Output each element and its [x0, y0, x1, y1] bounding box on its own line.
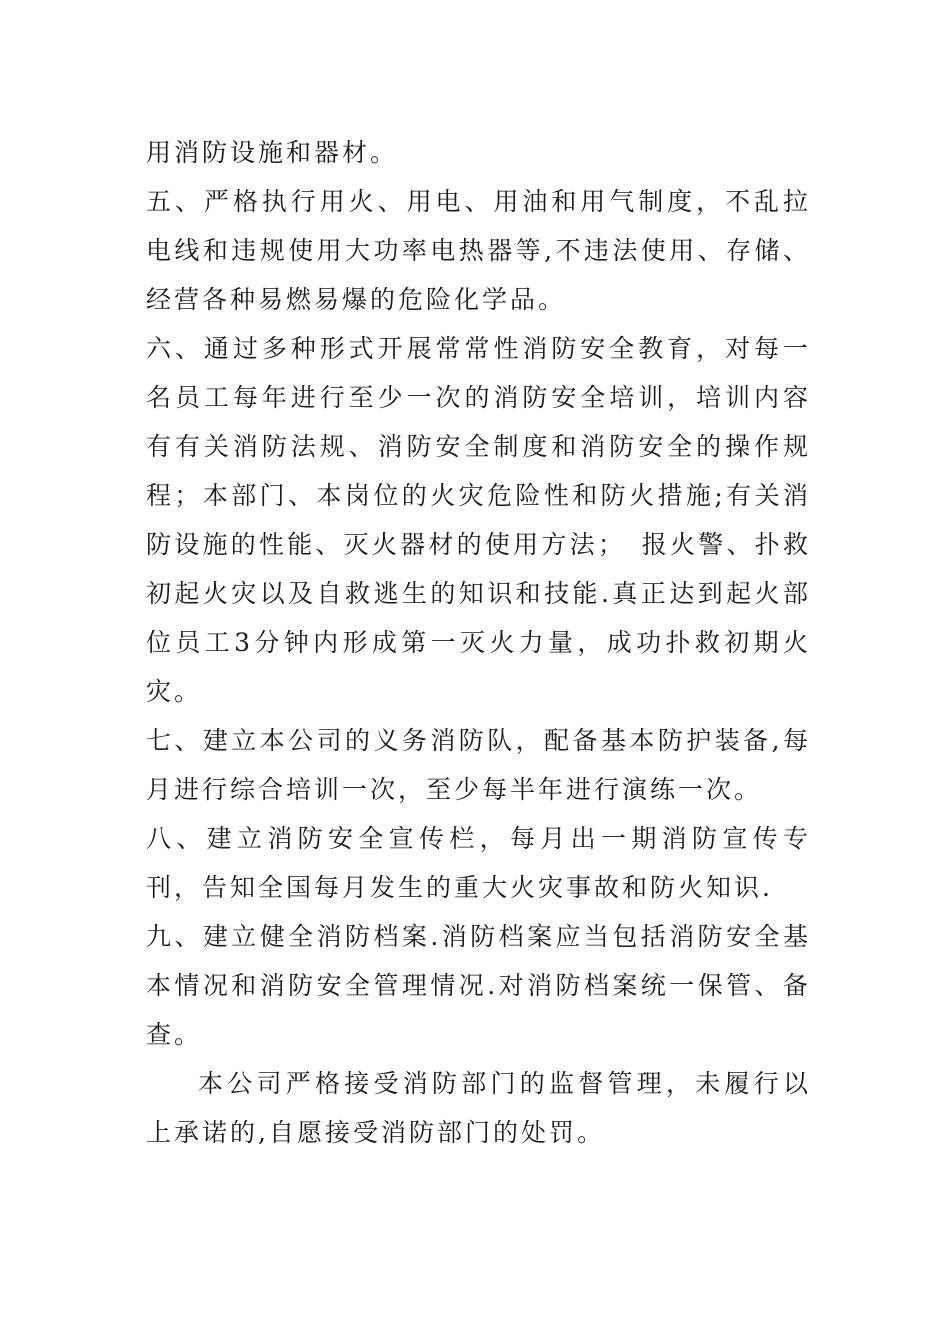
paragraph-continuation: 用消防设施和器材。: [146, 138, 399, 167]
paragraph-item-6: 六、通过多种形式开展常常性消防安全教育，对每一名员工每年进行至少一次的消防安全培训，培训内容有有关消防法规、消防安全制度和消防安全的操作规程；本部门、本岗位的火灾危险性和防火措施;有关消防设施的性能、灭火器材的使用方法； 报火警、扑救初起火灾以及自救逃生的知识和技能.真正达到起火部位员工3分钟内形成第一灭火力量，成功扑救初期火灾。: [146, 334, 811, 706]
paragraph-item-8: 八、建立消防安全宣传栏，每月出一期消防宣传专刊，告知全国每月发生的重大火灾事故和防火知识.: [146, 824, 811, 902]
paragraph-closing-statement: 本公司严格接受消防部门的监督管理，未履行以上承诺的,自愿接受消防部门的处罚。: [146, 1069, 811, 1147]
paragraph-item-7: 七、建立本公司的义务消防队，配备基本防护装备,每月进行综合培训一次，至少每半年进行演练一次。: [146, 726, 811, 804]
paragraph-item-9: 九、建立健全消防档案.消防档案应当包括消防安全基本情况和消防安全管理情况.对消防档案统一保管、备查。: [146, 922, 811, 1049]
document-body: [146, 128, 811, 1157]
paragraph-item-5: 五、严格执行用火、用电、用油和用气制度，不乱拉电线和违规使用大功率电热器等,不违法使用、存储、经营各种易燃易爆的危险化学品。: [146, 187, 811, 314]
